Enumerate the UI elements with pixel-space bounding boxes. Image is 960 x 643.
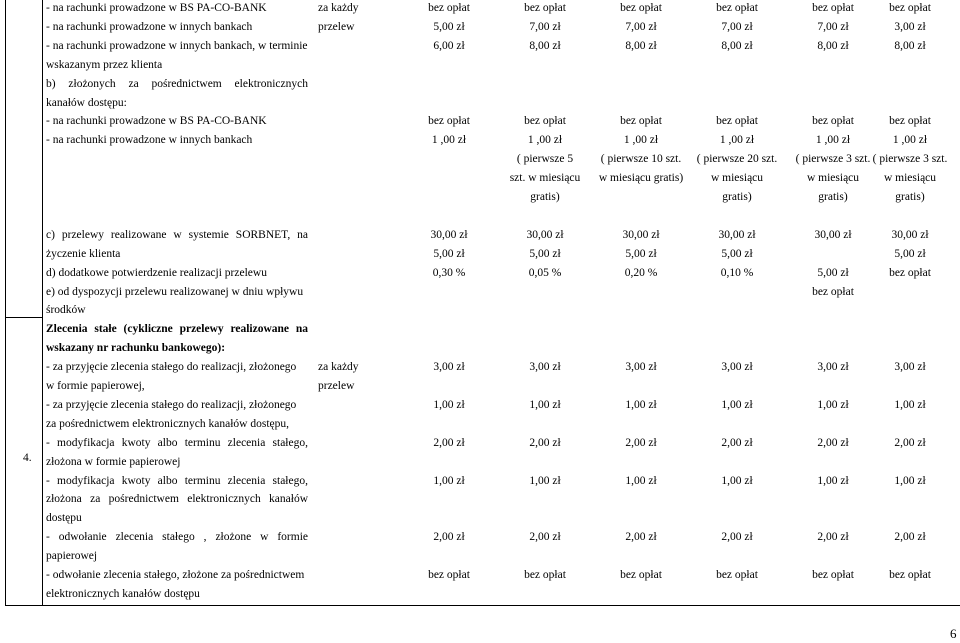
fee-description: c) przelewy realizowane w systemie SORBNET, na [46,228,308,241]
fee-value: 8,00 zł [894,39,926,52]
fee-description: elektronicznych kanałów dostępu [46,587,200,600]
fee-value: 7,00 zł [529,20,561,33]
fee-value: bez opłat [428,2,470,14]
fee-value: 3,00 zł [433,361,465,374]
fee-value: 30,00 zł [430,228,468,241]
fee-value: 1,00 zł [721,398,753,411]
fee-unit: przelew [318,20,355,33]
fee-value: ( pierwsze 20 szt. [696,153,778,166]
table-row [6,150,960,168]
table-row [6,566,960,584]
fee-description: złożona w formie papierowej [46,455,181,468]
table-row [6,434,960,452]
fee-description: - za przyjęcie zlecenia stałego do realizacji, złożonego [46,398,297,411]
table-row [6,339,960,357]
fee-value: 3,00 zł [721,361,753,374]
fee-value: 3,00 zł [625,361,657,374]
fee-value: szt. w miesiącu [509,172,581,185]
table-row [6,56,960,74]
fee-unit: przelew [318,380,355,392]
table-row [6,528,960,546]
fee-value: 5,00 zł [817,266,849,279]
table-row [6,0,960,17]
fee-value: bez opłat [812,285,854,298]
fee-value: 1,00 zł [433,474,465,487]
fee-value: 30,00 zł [526,228,564,241]
fee-value: 7,00 zł [625,20,657,33]
table-row [6,320,960,338]
fee-value: 1,00 zł [625,474,657,487]
fee-value: w miesiącu [806,172,860,185]
fee-value: 7,00 zł [817,20,849,33]
fee-description: d) dodatkowe potwierdzenie realizacji przelewu [46,266,267,279]
fee-value: ( pierwsze 3 szt. [872,153,948,166]
table-row [6,264,960,282]
fee-value: 2,00 zł [817,531,849,544]
fee-value: 1 ,00 zł [719,134,755,147]
table-row [6,490,960,508]
fee-value: 2,00 zł [894,436,926,449]
fee-unit: za każdy [318,361,359,374]
table-row [6,207,960,225]
fee-value: bez opłat [620,115,662,128]
fee-value: gratis) [530,191,560,203]
fee-value: bez opłat [889,115,931,128]
fee-value: gratis) [722,191,752,203]
table-row [6,169,960,187]
fee-value: 5,00 zł [433,247,465,260]
fee-value: 1,00 zł [721,474,753,487]
fee-description: w formie papierowej, [46,380,145,392]
table-row [6,94,960,112]
fee-value: bez opłat [524,2,566,14]
fee-value: 5,00 zł [894,247,926,260]
table-row [6,18,960,36]
fee-description: wskazany nr rachunku bankowego): [46,342,226,355]
fee-description: dostępu [46,512,82,525]
fee-value: 5,00 zł [625,247,657,260]
fee-description: papierowej [46,550,98,563]
fee-description: e) od dyspozycji przelewu realizowanej w dniu wpływu [46,285,304,298]
fee-value: w miesiącu gratis) [598,172,684,185]
table-row [6,301,960,319]
fee-table [5,0,960,606]
fee-value: w miesiącu [883,172,937,185]
fee-description: złożona za pośrednictwem elektronicznych kanałów [46,493,308,506]
fee-value: 8,00 zł [625,39,657,52]
fee-value: 2,00 zł [817,436,849,449]
fee-value: 8,00 zł [721,39,753,52]
row-number: 4. [23,452,32,464]
fee-value: 2,00 zł [529,531,561,544]
table-row [6,131,960,149]
fee-description: - odwołanie zlecenia stałego, złożone za pośrednictwem [46,569,305,581]
fee-value: 30,00 zł [814,228,852,241]
fee-value: 8,00 zł [817,39,849,52]
table-row [6,112,960,130]
fee-unit: za każdy [318,2,359,14]
fee-value: bez opłat [524,569,566,581]
fee-value: 2,00 zł [433,531,465,544]
fee-value: 1,00 zł [817,398,849,411]
fee-description: - na rachunki prowadzone w BS PA-CO-BANK [46,2,267,14]
fee-value: bez opłat [620,2,662,14]
fee-value: bez opłat [524,115,566,128]
fee-value: bez opłat [620,569,662,581]
fee-value: 8,00 zł [529,39,561,52]
fee-description: środków [46,304,86,317]
fee-value: 5,00 zł [529,247,561,260]
fee-value: 2,00 zł [529,436,561,449]
table-row [6,358,960,376]
fee-value: 1,00 zł [625,398,657,411]
table-row [6,453,960,471]
fee-value: 1,00 zł [894,398,926,411]
fee-value: 2,00 zł [721,531,753,544]
fee-description: Zlecenia stałe (cykliczne przelewy realizowane na [46,323,308,336]
fee-value: 3,00 zł [894,361,926,374]
fee-description: b) złożonych za pośrednictwem elektronicznych [46,77,308,90]
fee-description: - odwołanie zlecenia stałego , złożone w formie [46,531,308,544]
fee-value: gratis) [895,191,925,203]
table-row [6,415,960,433]
fee-value: 7,00 zł [721,20,753,33]
fee-value: 1,00 zł [433,398,465,411]
fee-value: 0,05 % [528,266,562,279]
fee-value: 1,00 zł [529,474,561,487]
fee-description: - na rachunki prowadzone w innych bankach [46,134,253,147]
fee-description: - modyfikacja kwoty albo terminu zlecenia stałego, [46,474,308,487]
fee-value: bez opłat [812,2,854,14]
fee-value: 3,00 zł [894,20,926,33]
table-row [6,188,960,206]
fee-description: życzenie klienta [46,247,121,260]
fee-value: 1 ,00 zł [815,134,851,147]
fee-value: ( pierwsze 10 szt. [600,153,682,166]
fee-value: 3,00 zł [817,361,849,374]
fee-value: bez opłat [889,2,931,14]
fee-value: 5,00 zł [433,20,465,33]
fee-value: 6,00 zł [433,39,465,52]
table-row [6,283,960,301]
table-row [6,472,960,490]
fee-description: - na rachunki prowadzone w innych bankach, w terminie [46,39,308,52]
fee-value: 2,00 zł [894,531,926,544]
fee-description: wskazanym przez klienta [46,58,163,71]
table-row [6,377,960,395]
fee-value: w miesiącu [710,172,764,185]
fee-value: 1 ,00 zł [527,134,563,147]
fee-value: 1 ,00 zł [431,134,467,147]
fee-description: - na rachunki prowadzone w innych bankach [46,20,253,33]
fee-value: 0,10 % [720,266,754,279]
fee-value: 1,00 zł [529,398,561,411]
table-row [6,37,960,55]
table-row [6,547,960,565]
fee-value: 0,20 % [624,266,658,279]
fee-value: bez opłat [716,115,758,128]
table-row [6,245,960,263]
fee-value: 2,00 zł [433,436,465,449]
fee-value: 2,00 zł [721,436,753,449]
fee-value: 3,00 zł [529,361,561,374]
fee-value: 30,00 zł [718,228,756,241]
fee-value: 1,00 zł [894,474,926,487]
fee-value: bez opłat [812,569,854,581]
fee-description: - na rachunki prowadzone w BS PA-CO-BANK [46,115,267,128]
fee-value: ( pierwsze 3 szt. [795,153,871,166]
fee-value: 30,00 zł [622,228,660,241]
fee-value: 0,30 % [432,266,466,279]
fee-value: 1,00 zł [817,474,849,487]
fee-value: bez opłat [716,2,758,14]
fee-value: ( pierwsze 5 [516,153,574,166]
table-row [6,509,960,527]
fee-value: 1 ,00 zł [623,134,659,147]
fee-value: 5,00 zł [721,247,753,260]
fee-description: za pośrednictwem elektronicznych kanałów dostępu, [46,417,290,430]
fee-value: 30,00 zł [891,228,929,241]
fee-value: bez opłat [812,115,854,128]
fee-value: bez opłat [889,569,931,581]
fee-value: 1 ,00 zł [892,134,928,147]
fee-description: - za przyjęcie zlecenia stałego do realizacji, złożonego [46,361,297,374]
table-row [6,226,960,244]
page-number: 6 [950,626,957,641]
table-row [6,75,960,93]
fee-value: bez opłat [716,569,758,581]
fee-value: bez opłat [428,115,470,128]
fee-value: bez opłat [889,266,931,279]
table-row [6,585,960,603]
table-row [6,396,960,414]
fee-value: 2,00 zł [625,531,657,544]
fee-description: kanałów dostępu: [46,96,127,109]
fee-value: 2,00 zł [625,436,657,449]
fee-value: gratis) [818,191,848,203]
fee-description: - modyfikacja kwoty albo terminu zlecenia stałego, [46,436,308,449]
fee-value: bez opłat [428,569,470,581]
